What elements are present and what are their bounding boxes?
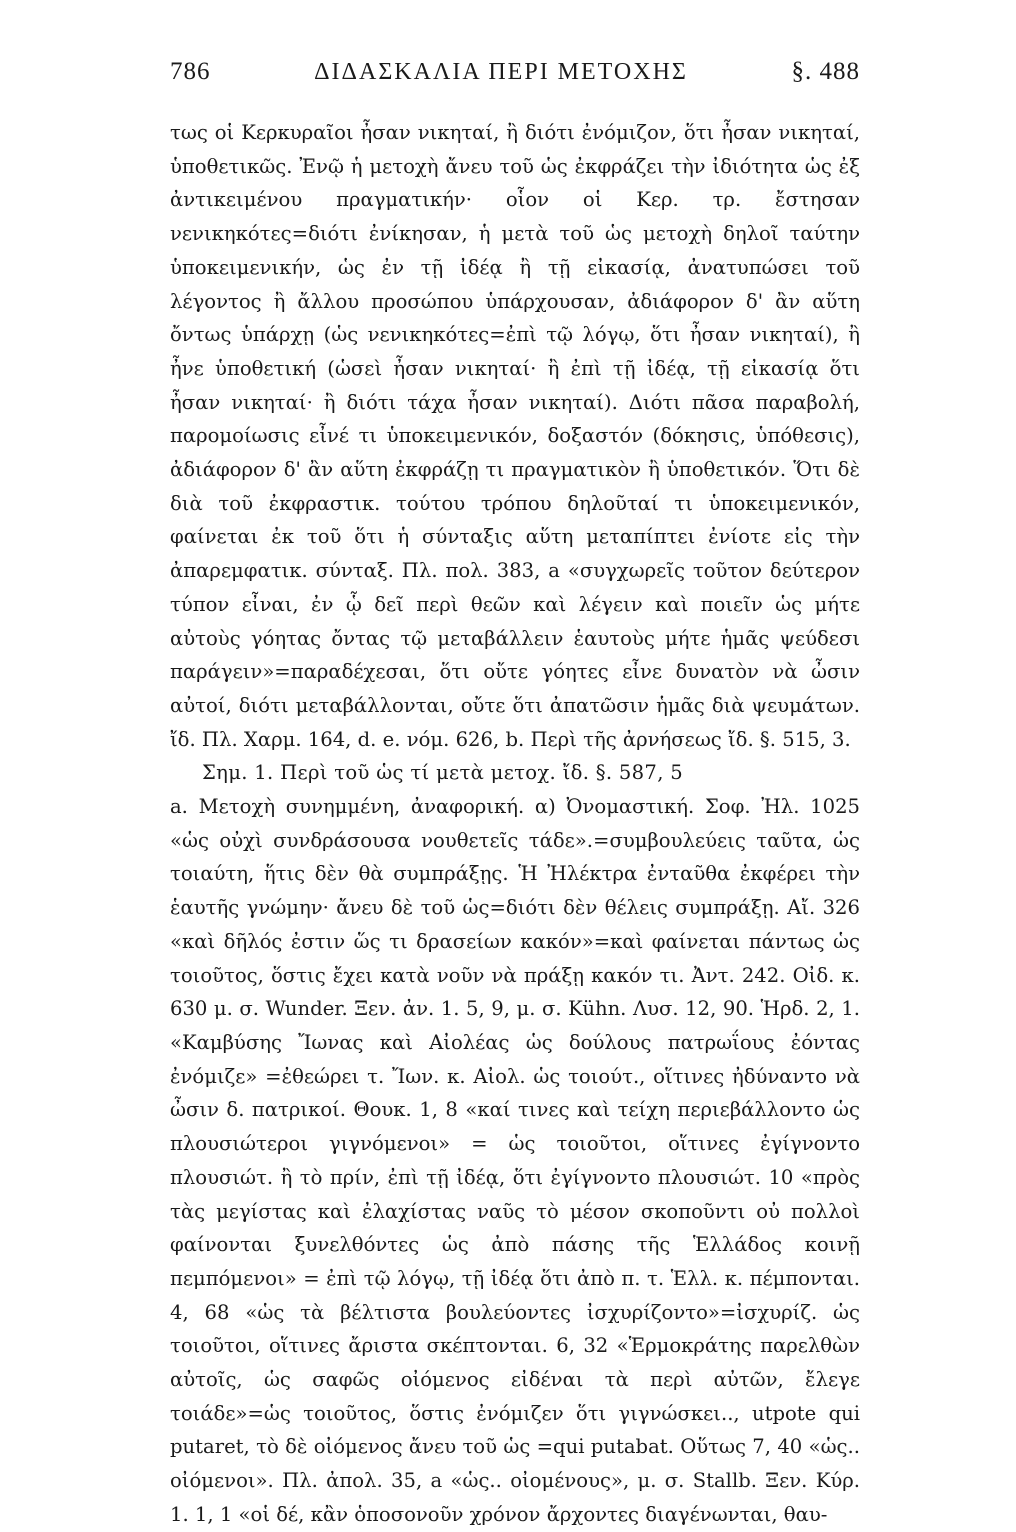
book-page bbox=[170, 58, 860, 1526]
running-title: ΔΙΔΑΣΚΑΛΙΑ ΠΕΡΙ ΜΕΤΟΧΗΣ bbox=[314, 59, 688, 85]
running-header bbox=[170, 58, 860, 98]
page-number: 786 bbox=[170, 58, 211, 85]
footnote: Σημ. 1. Περὶ τοῦ ὡς τί μετὰ μετοχ. ἴδ. §. 587, 5 bbox=[202, 761, 684, 785]
main-text bbox=[170, 116, 860, 1532]
body-paragraph: τως οἱ Κερκυραῖοι ἦσαν νικηταί, ἢ διότι ἐνόμιζον, ὅτι ἦσαν νικηταί, ὑποθετικῶς. Ἐνῷ ἡ μετοχὴ ἄνευ τοῦ ὡς ἐκφράζει τὴν ἰδιότητα ὡς ἐξ ἀντικειμένου πραγματικήν· οἷον οἱ Κερ. τρ. ἔστησαν νενικηκότες=διότι ἐνίκησαν, ἡ μετὰ τοῦ ὡς μετοχὴ δηλοῖ ταύτην ὑποκειμενικήν, ὡς ἐν τῇ ἰδέᾳ ἢ τῇ εἰκασίᾳ, ἀνατυπώσει τοῦ λέγοντος ἢ ἄλλου προσώπου ὑπάρχουσαν, ἀδιάφορον δ' ἂν αὕτη ὄντως ὑπάρχῃ (ὡς νενικηκότες=ἐπὶ τῷ λόγῳ, ὅτι ἦσαν νικηταί), ἢ ἦνε ὑποθετική (ὡσεὶ ἦσαν νικηταί· ἢ ἐπὶ τῇ ἰδέᾳ, τῇ εἰκασίᾳ ὅτι ἦσαν νικηταί· ἢ διότι τάχα ἦσαν νικηταί). Διότι πᾶσα παραβολή, παρομοίωσις εἶνέ τι ὑποκειμενικόν, δοξαστόν (δόκησις, ὑπόθεσις), ἀδιάφορον δ' ἂν αὕτη ἐκφράζῃ τι πραγματικὸν ἢ ὑποθετικόν. Ὅτι δὲ διὰ τοῦ ἐκφραστικ. τούτου τρόπου δηλοῦταί τι ὑποκειμενικόν, φαίνεται ἐκ τοῦ ὅτι ἡ σύνταξις αὕτη μεταπίπτει ἐνίοτε εἰς τὴν ἀπαρεμφατικ. σύνταξ. Πλ. πολ. 383, a «συγχωρεῖς τοῦτον δεύτερον τύπον εἶναι, ἐν ᾧ δεῖ περὶ θεῶν καὶ λέγειν καὶ ποιεῖν ὡς μήτε αὐτοὺς γόητας ὄντας τῷ μεταβάλλειν ἑαυτοὺς μήτε ἡμᾶς ψεύδεσι παράγειν»=παραδέχεσαι, ὅτι οὔτε γόητες εἶνε δυνατὸν νὰ ὦσιν αὐτοί, διότι μεταβάλλονται, οὔτε ὅτι ἀπατῶσιν ἡμᾶς διὰ ψευμάτων. ἴδ. Πλ. Χαρμ. 164, d. e. νόμ. 626, b. Περὶ τῆς ἀρνήσεως ἴδ. §. 515, 3. bbox=[170, 121, 860, 751]
section-a-paragraph: a. Μετοχὴ συνημμένη, ἀναφορική. α) Ὀνομαστική. Σοφ. Ἠλ. 1025 «ὡς οὐχὶ συνδράσουσα νουθετεῖς τάδε».=συμβουλεύεις ταῦτα, ὡς τοιαύτη, ἥτις δὲν θὰ συμπράξῃς. Ἡ Ἠλέκτρα ἐνταῦθα ἐκφέρει τὴν ἑαυτῆς γνώμην· ἄνευ δὲ τοῦ ὡς=διότι δὲν θέλεις συμπράξῃ. Αἴ. 326 «καὶ δῆλός ἐστιν ὥς τι δρασείων κακόν»=καὶ φαίνεται πάντως ὡς τοιοῦτος, ὅστις ἔχει κατὰ νοῦν νὰ πράξῃ κακόν τι. Ἀντ. 242. Οἰδ. κ. 630 μ. σ. Wunder. Ξεν. ἀν. 1. 5, 9, μ. σ. Kühn. Λυσ. 12, 90. Ἡρδ. 2, 1. «Καμβύσης Ἴωνας καὶ Αἰολέας ὡς δούλους πατρωΐους ἐόντας ἐνόμιζε» =ἐθεώρει τ. Ἴων. κ. Αἰολ. ὡς τοιούτ., οἵτινες ἠδύναντο νὰ ὦσιν δ. πατρικοί. Θουκ. 1, 8 «καί τινες καὶ τείχη περιεβάλλοντο ὡς πλουσιώτεροι γιγνόμενοι» = ὡς τοιοῦτοι, οἵτινες ἐγίγνοντο πλουσιώτ. ἢ τὸ πρίν, ἐπὶ τῇ ἰδέᾳ, ὅτι ἐγίγνοντο πλουσιώτ. 10 «πρὸς τὰς μεγίστας καὶ ἐλαχίστας ναῦς τὸ μέσον σκοποῦντι οὐ πολλοὶ φαίνονται ξυνελθόντες ὡς ἀπὸ πάσης τῆς Ἑλλάδος κοινῇ πεμπόμενοι» = ἐπὶ τῷ λόγῳ, τῇ ἰδέᾳ ὅτι ἀπὸ π. τ. Ἑλλ. κ. πέμπονται. 4, 68 «ὡς τὰ βέλτιστα βουλεύοντες ἰσχυρίζοντο»=ἰσχυρίζ. ὡς τοιοῦτοι, οἵτινες ἄριστα σκέπτονται. 6, 32 «Ἑρμοκράτης παρελθὼν αὐτοῖς, ὡς σαφῶς οἰόμενος εἰδέναι τὰ περὶ αὐτῶν, ἔλεγε τοιάδε»=ὡς τοιοῦτος, ὅστις ἐνόμιζεν ὅτι γιγνώσκει.., utpote qui putaret, τὸ δὲ οἰόμενος ἄνευ τοῦ ὡς =qui putabat. Οὕτως 7, 40 «ὡς.. οἰόμενοι». Πλ. ἀπολ. 35, a «ὡς.. οἰομένους», μ. σ. Stallb. Ξεν. Κύρ. 1. 1, 1 «οἱ δέ, κἂν ὁποσονοῦν χρόνον ἄρχοντες διαγένωνται, θαυ- bbox=[170, 795, 860, 1526]
section-number: §. 488 bbox=[791, 58, 860, 85]
